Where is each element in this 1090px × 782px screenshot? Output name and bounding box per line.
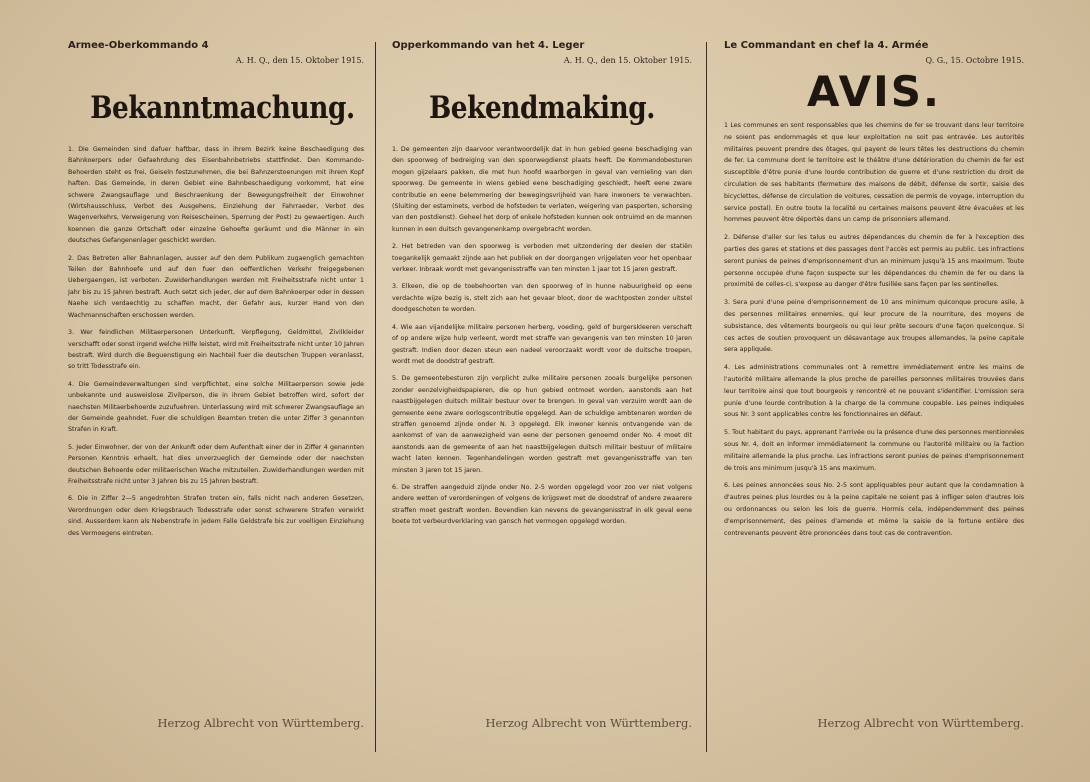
- signature: Herzog Albrecht von Württemberg.: [157, 716, 364, 730]
- paragraph: 4. Les administrations communales ont à remettre immédiatement entre les mains de l'autorité militaire allemande la plus proche de pareilles personnes militaires trouvées dans leur territoire ainsi que tout bourgeois y rencontré et ne pouvant s'identifier. L'omission sera punie d'une lourde contribution à la charge de la commune coupable. Les peines indiquées sous Nr. 3 sont applicables contre les fonctionnaires en défaut.: [724, 364, 1024, 419]
- notice-title: Bekanntmachung.: [90, 90, 355, 126]
- column-divider: [375, 42, 376, 752]
- signature: Herzog Albrecht von Württemberg.: [817, 716, 1024, 730]
- paragraph: 3. Sera puni d'une peine d'emprisonnement de 10 ans minimum quiconque procure asile, à des personnes militaires ennemies, qui leur procure de la nourriture, des moyens de subsistance, des vêtements bourgeois ou qui leur prête secours d'une façon quelconque. Si ces actes de soutien provoquent un désavantage aux troupes allemandes, la peine capitale sera appliquée.: [724, 299, 1024, 354]
- paragraph: 2. Het betreden van den spoorweg is verboden met uitzondering der deelen der statiën toegankelijk gemaakt zijnde aan het publiek en der doorgangen vrijgelaten voor het openbaar verkeer. Inbraak wordt met gevangenisstraffe van ten minsten 1 jaar tot 15 jaren gestraft.: [392, 243, 692, 274]
- paragraph: 1. Die Gemeinden sind dafuer haftbar, dass in ihrem Bezirk keine Beschaedigung des Bahnkoerpers oder Gefaehrdung des Eisenbahnbetriebs stattfindet. Den Kommando-Behoerden steht es frei, Geiseln festzunehmen, die bei Bahnzerstoerungen mit ihrem Kopf haften. Das Gemeinde, in deren Gebiet eine Bahnbeschaedigung vorkommt, hat eine schwere Zwangsauflage und Beschraenkung der Bewegungsfreiheit der Einwohner (Wirtshausschluss, Verbot des Ausgehens, Einziehung der Fahrraeder, Verbot des Wagenverkehrs, Verweigerung von Reisescheinen, Sperrung der Post) zu gewaertigen. Auch koennen die ganze Ortschaft oder einzelne Gehoefte geräumt und die Männer in ein deutsches Gefangenenlager geschickt werden.: [68, 146, 364, 245]
- paragraph: 6. Les peines annoncées sous No. 2-5 sont appliquables pour autant que la condamnation à d'autres peines plus lourdes ou à la peine capitale ne soient pas à infliger selon d'autres lois ou ordonnances ou selon les lois de guerre. Hormis cela, indépendemment des peines d'emprisonnement, des peines d'amende et même la saisie de la fortune entière des contrevenants peuvent être prononcées dans tout cas de contravention.: [724, 482, 1024, 537]
- command-heading: Opperkommando van het 4. Leger: [392, 40, 585, 51]
- dutch-column: [392, 40, 692, 760]
- paragraph: 1 Les communes en sont responsables que les chemins de fer se trouvant dans leur territoire ne soient pas endommagés et que leur exploitation ne soit pas entravée. Les autorités militaires peuvent prendre des ôtages, qui payent de leurs têtes les destructions du chemin de fer. La commune dont le territoire est le théâtre d'une détérioration du chemin de fer est susceptible d'être punie d'une lourde contribution de guerre et d'une restriction du droit de circulation de ses habitants (fermeture des maisons de débit, défense de sortir, saisie des bicyclettes, défense de circulation de voitures, cessation de permis de voyage, interruption du service postal). En outre toute la localité ou certaines maisons peuvent être évacuées et les hommes peuvent être déportés dans un camp de prisonniers allemand.: [724, 122, 1024, 224]
- notice-body: [392, 144, 692, 528]
- paragraph: 5. Tout habitant du pays, apprenant l'arrivée ou la présence d'une des personnes mentionnées sous Nr. 4, doit en informer immédiatement la commune ou l'autorité militaire ou la faction militaire allemande la plus proche. Les infractions seront punies de peines d'emprisonnement de trois ans minimum jusqu'à 15 ans maximum.: [724, 429, 1024, 472]
- notice-title: AVIS.: [807, 67, 941, 116]
- command-heading: Armee-Oberkommando 4: [68, 40, 209, 51]
- paragraph: 2. Das Betreten aller Bahnanlagen, ausser auf den dem Publikum zugaenglich gemachten Teilen der Bahnhoefe und auf den fuer den oeffentlichen Verkehr freigegebenen Uebergaengen, ist verboten. Zuwiderhandlungen werden mit Freiheitsstrafe nicht unter 1 Jahr bis zu 15 Jahren bestraft. Auch setzt sich jeder, der auf dem Bahnkoerper oder in dessen Naehe sich verdaechtig zu schaffen macht, der Gefahr aus, kurzer Hand von den Wachmannschaften erschossen werden.: [68, 254, 364, 319]
- column-divider: [706, 42, 707, 752]
- paragraph: 3. Wer feindlichen Militaerpersonen Unterkunft, Verpflegung, Geldmittel, Zivilkleider verschafft oder sonst irgend welche Hilfe leistet, wird mit Freiheitsstrafe nicht unter 10 Jahren bestraft. Wird durch die Beguenstigung ein Nachteil fuer die deutschen Truppen veranlasst, so tritt Todesstrafe ein.: [68, 329, 364, 371]
- issue-date: A. H. Q., den 15. Oktober 1915.: [563, 56, 692, 65]
- french-column: [724, 40, 1024, 760]
- issue-date: A. H. Q., den 15. Oktober 1915.: [235, 56, 364, 65]
- paragraph: 5. Jeder Einwohner, der von der Ankunft oder dem Aufenthalt einer der in Ziffer 4 genannten Personen Kenntnis erhaelt, hat dies unverzueglich der Gemeinde oder der naechsten deutschen Behoerde oder militaerischen Wache mitzuteilen. Zuwiderhandlungen werden mit Freiheitsstrafe nicht unter 3 Jahren bis zu 15 Jahren bestraft.: [68, 443, 364, 485]
- issue-date: Q. G., 15. Octobre 1915.: [925, 56, 1024, 65]
- signature: Herzog Albrecht von Württemberg.: [485, 716, 692, 730]
- command-heading: Le Commandant en chef la 4. Armée: [724, 40, 929, 51]
- notice-body: [724, 120, 1024, 539]
- paragraph: 2. Défense d'aller sur les talus ou autres dépendances du chemin de fer à l'exception des parties des gares et stations et des passages dont l'accès est permis au public. Les infractions seront punies de peines d'emprisonnement d'un an minimum jusqu'à 15 ans maximum. Toute personne occupée d'une façon suspecte sur les dépendances du chemin de fer ou dans la proximité de celles-ci, s'expose au danger d'être fusillée sans façon par les sentinelles.: [724, 234, 1024, 289]
- paragraph: 6. De straffen aangeduid zijnde onder No. 2-5 worden opgelegd voor zoo ver niet volgens andere wetten of verordeningen of volgens de krijgswet met de doodstraf of andere zwaarere straffen moet gestraft worden. Bovendien kan nevens de gevangenisstraf in elk geval eene boete tot verbeurdverklaring van gansch het vermogen opgelegd worden.: [392, 483, 692, 526]
- paragraph: 4. Die Gemeindeverwaltungen sind verpflichtet, eine solche Militaerperson sowie jede unbekannte und ausweislose Zivilperson, die in ihrem Gebiet betroffen wird, sofort der naechsten Militaerbehoerde zuzufuehren. Unterlassung wird mit schwerer Zwangsauflage an der Gemeinde geahndet. Fuer die schuldigen Beamten treten die unter Ziffer 3 genannten Strafen in Kraft.: [68, 380, 364, 434]
- paragraph: 5. De gemeentebesturen zijn verplicht zulke militaire personen zooals burgelijke personen zonder eenzelvigheidspapieren, die op hun gebied ontmoet worden, aanstonds aan het naastbijgelegen duitsch militair bestuur over te brengen. In geval van verzuim wordt aan de gemeente eene zware oorlogscontributie opgelegd. Aan de schuldige ambtenaren worden de straffen genoemd zijnde onder N. 3 opgelegd. Elk inwoner kennis ontvangende van de aankomst of van de aanwezigheid van eene der personen genoemd onder No. 4 moet dit aanstonds aan de gemeente of aan het naastbijgelegen duitsch militair bestuur of militaire wacht laten kennen. Tegenhandelingen worden gestraft met gevangenisstraffe van ten minsten 3 jaren tot 15 jaren.: [392, 375, 692, 474]
- notice-body: [68, 144, 364, 539]
- notice-title: Bekendmaking.: [428, 90, 656, 126]
- paragraph: 6. Die in Ziffer 2—5 angedrohten Strafen treten ein, falls nicht nach anderen Gesetzen, Verordnungen oder dem Kriegsbrauch Todesstrafe oder sonst schwerere Strafen verwirkt sind. Ausserdem kann als Nebenstrafe in jedem Falle Geldstrafe bis zur voelligen Einziehung des Vermoegens eintreten.: [68, 495, 364, 537]
- paragraph: 1. De gemeenten zijn daarvoor verantwoordelijk dat in hun gebied geene beschadiging van den spoorweg of bedreiging van den spoorwegdienst plaats heeft. De Kommandobesturen mogen gijzelaars pakken, die met hun hoofd waarborgen in geval van vernieling van den spoorweg. De gemeente in wiens gebied eene beschadiging geschiedt, heeft eene zware contributie en eene belemmering der bewegingsvrijheid van hare inwoners te verwachten. (Sluiting der estaminets, verbod de hofsteden te verlaten, weigering van pasporten, schorsing van den postdienst). Geheel het dorp of enkele hofsteden kunnen ook ontruimd en de mannen kunnen in een duitsch gevangenenkamp overgebracht worden.: [392, 146, 692, 233]
- paragraph: 4. Wie aan vijandelijke militaire personen herberg, voeding, geld of burgerskleeren verschaft of op andere wijze hulp verleent, wordt met straffe van gevangenis van ten minsten 10 jaren gestraft. Indien door dezen steun een nadeel veroorzaakt wordt voor de duitsche troepen, wordt met de doodstraf gestraft.: [392, 323, 692, 365]
- paragraph: 3. Elkeen, die op de toebehoorten van den spoorweg of in hunne nabuurigheid op eene verdachte wijze bezig is, stelt zich aan het gevaar bloot, door de wachtposten zonder uitstel doodgeschoten te worden.: [392, 283, 692, 314]
- german-column: [68, 40, 364, 760]
